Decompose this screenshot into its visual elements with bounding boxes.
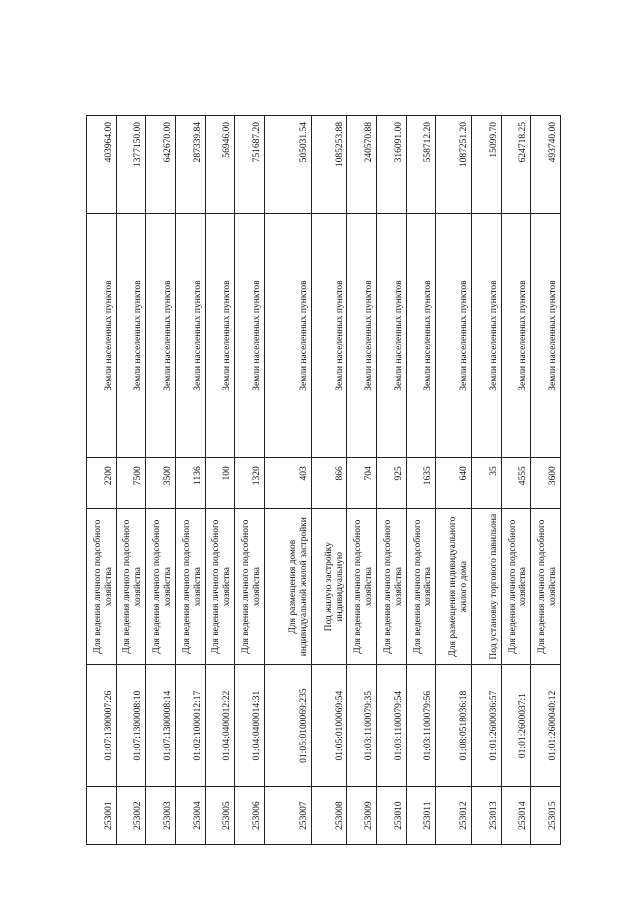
permitted-use-cell: Для ведения личного подсобного хозяйства	[501, 509, 531, 665]
table-row	[175, 116, 205, 845]
table-row	[531, 116, 561, 845]
permitted-use-cell: Для ведения личного подсобного хозяйства	[146, 509, 176, 665]
table-row	[146, 116, 176, 845]
parcel-number-cell: 253006	[235, 787, 265, 845]
parcel-number-cell: 253004	[175, 787, 205, 845]
cadastral-value-cell: 56946.00	[205, 116, 235, 214]
land-category-cell: Земли населенных пунктов	[501, 213, 531, 457]
cadastral-value-cell: 505031.54	[264, 116, 311, 214]
table-row	[436, 116, 472, 845]
permitted-use-cell: Для ведения личного подсобного хозяйства	[116, 509, 146, 665]
table-row	[347, 116, 377, 845]
land-category-cell: Земли населенных пунктов	[311, 213, 347, 457]
cadastral-value-cell: 287339.84	[175, 116, 205, 214]
land-category-cell: Земли населенных пунктов	[436, 213, 472, 457]
land-category-cell: Земли населенных пунктов	[347, 213, 377, 457]
cadastral-value-cell: 751687.20	[235, 116, 265, 214]
table-row	[116, 116, 146, 845]
permitted-use-cell: Для ведения личного подсобного хозяйства	[87, 509, 117, 665]
area-cell: 4555	[501, 458, 531, 509]
table-row	[264, 116, 311, 845]
cadastral-value-cell: 15099.70	[472, 116, 502, 214]
cadastral-number-cell: 01:07:1300007:26	[87, 664, 117, 786]
land-category-cell: Земли населенных пунктов	[116, 213, 146, 457]
land-category-cell: Земли населенных пунктов	[146, 213, 176, 457]
table-row	[406, 116, 436, 845]
land-category-cell: Земли населенных пунктов	[235, 213, 265, 457]
area-cell: 925	[377, 458, 407, 509]
rotated-table-frame	[86, 115, 561, 845]
parcel-number-cell: 253001	[87, 787, 117, 845]
cadastral-value-cell: 1377150.00	[116, 116, 146, 214]
area-cell: 3600	[531, 458, 561, 509]
permitted-use-cell: Для ведения личного подсобного хозяйства	[347, 509, 377, 665]
cadastral-number-cell: 01:04:0400012:22	[205, 664, 235, 786]
cadastral-number-cell: 01:03:1100079:54	[377, 664, 407, 786]
cadastral-number-cell: 01:01:2600036:57	[472, 664, 502, 786]
table-row	[87, 116, 117, 845]
permitted-use-cell: Для размещения домов индивидуальной жилой застройки	[264, 509, 311, 665]
area-cell: 1320	[235, 458, 265, 509]
cadastral-value-cell: 403964.00	[87, 116, 117, 214]
area-cell: 7500	[116, 458, 146, 509]
cadastral-number-cell: 01:07:1300008:14	[146, 664, 176, 786]
table-row	[377, 116, 407, 845]
cadastral-value-table	[86, 115, 561, 845]
permitted-use-cell: Для ведения личного подсобного хозяйства	[235, 509, 265, 665]
parcel-number-cell: 253008	[311, 787, 347, 845]
cadastral-number-cell: 01:01:2600037:1	[501, 664, 531, 786]
parcel-number-cell: 253010	[377, 787, 407, 845]
cadastral-number-cell: 01:02:1000012:17	[175, 664, 205, 786]
land-category-cell: Земли населенных пунктов	[406, 213, 436, 457]
area-cell: 403	[264, 458, 311, 509]
cadastral-value-cell: 624718.25	[501, 116, 531, 214]
parcel-number-cell: 253002	[116, 787, 146, 845]
cadastral-value-cell: 558712.20	[406, 116, 436, 214]
parcel-number-cell: 253015	[531, 787, 561, 845]
parcel-number-cell: 253011	[406, 787, 436, 845]
cadastral-value-cell: 642670.00	[146, 116, 176, 214]
cadastral-value-cell: 493740.00	[531, 116, 561, 214]
land-category-cell: Земли населенных пунктов	[87, 213, 117, 457]
cadastral-value-cell: 316091.00	[377, 116, 407, 214]
cadastral-value-cell: 1087251.20	[436, 116, 472, 214]
area-cell: 100	[205, 458, 235, 509]
table-row	[205, 116, 235, 845]
area-cell: 2200	[87, 458, 117, 509]
area-cell: 866	[311, 458, 347, 509]
land-category-cell: Земли населенных пунктов	[205, 213, 235, 457]
parcel-number-cell: 253012	[436, 787, 472, 845]
permitted-use-cell: Под установку торгового павильона	[472, 509, 502, 665]
cadastral-number-cell: 01:03:1100079:35	[347, 664, 377, 786]
area-cell: 704	[347, 458, 377, 509]
permitted-use-cell: Для ведения личного подсобного хозяйства	[377, 509, 407, 665]
area-cell: 640	[436, 458, 472, 509]
parcel-number-cell: 253013	[472, 787, 502, 845]
land-category-cell: Земли населенных пунктов	[264, 213, 311, 457]
cadastral-number-cell: 01:05:0100069:54	[311, 664, 347, 786]
permitted-use-cell: Для ведения личного подсобного хозяйства	[531, 509, 561, 665]
parcel-number-cell: 253005	[205, 787, 235, 845]
land-category-cell: Земли населенных пунктов	[472, 213, 502, 457]
area-cell: 1635	[406, 458, 436, 509]
cadastral-number-cell: 01:03:1100079:56	[406, 664, 436, 786]
table-row	[501, 116, 531, 845]
permitted-use-cell: Для ведения личного подсобного хозяйства	[175, 509, 205, 665]
table-row	[472, 116, 502, 845]
cadastral-number-cell: 01:07:1300008:10	[116, 664, 146, 786]
permitted-use-cell: Под жилую застройку индивидуальную	[311, 509, 347, 665]
area-cell: 1136	[175, 458, 205, 509]
parcel-number-cell: 253003	[146, 787, 176, 845]
parcel-number-cell: 253007	[264, 787, 311, 845]
cadastral-number-cell: 01:04:0400014:31	[235, 664, 265, 786]
cadastral-value-cell: 240570.88	[347, 116, 377, 214]
cadastral-number-cell: 01:01:2600040:12	[531, 664, 561, 786]
permitted-use-cell: Для размещения индивидуального жилого дома	[436, 509, 472, 665]
table-row	[235, 116, 265, 845]
land-category-cell: Земли населенных пунктов	[175, 213, 205, 457]
cadastral-value-cell: 1085253.88	[311, 116, 347, 214]
area-cell: 3500	[146, 458, 176, 509]
cadastral-number-cell: 01:08:0518036:18	[436, 664, 472, 786]
table-body	[87, 116, 561, 845]
cadastral-number-cell: 01:05:0100069:235	[264, 664, 311, 786]
land-category-cell: Земли населенных пунктов	[531, 213, 561, 457]
permitted-use-cell: Для ведения личного подсобного хозяйства	[205, 509, 235, 665]
area-cell: 35	[472, 458, 502, 509]
permitted-use-cell: Для ведения личного подсобного хозяйства	[406, 509, 436, 665]
parcel-number-cell: 253009	[347, 787, 377, 845]
parcel-number-cell: 253014	[501, 787, 531, 845]
land-category-cell: Земли населенных пунктов	[377, 213, 407, 457]
table-row	[311, 116, 347, 845]
